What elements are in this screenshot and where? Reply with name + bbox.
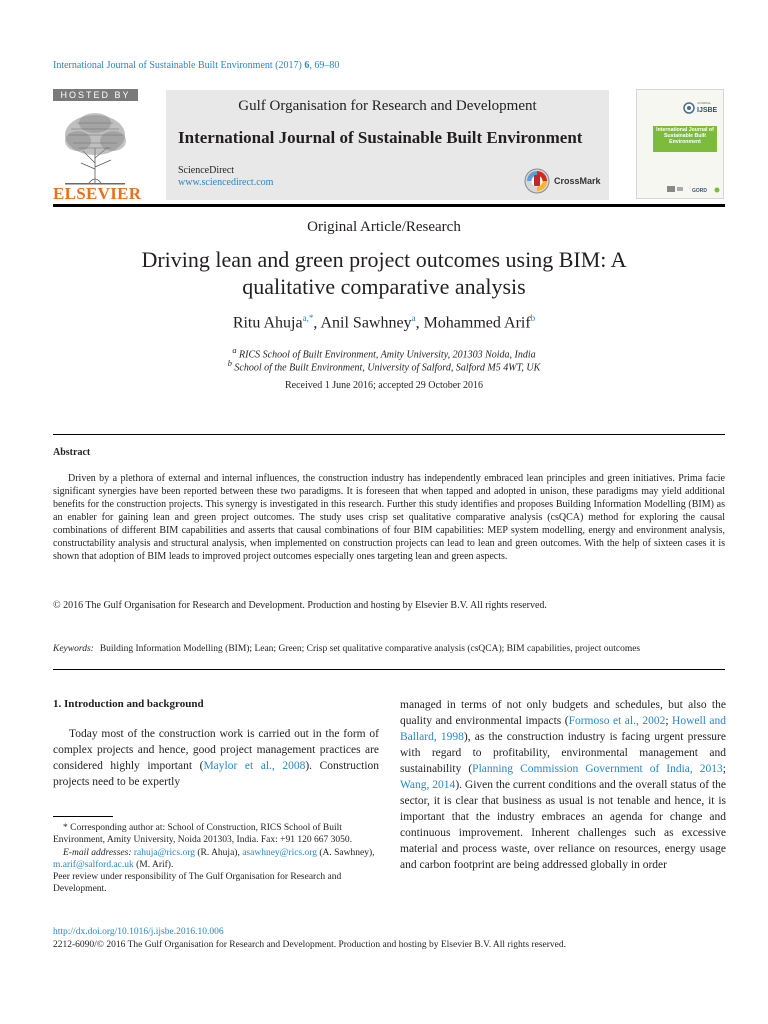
issn-copyright: 2212-6090/© 2016 The Gulf Organisation for Research and Development. Production and hosting by Elsevier B.V. All rights reserved. [53, 940, 567, 950]
journal-ref-pages: , 69–80 [309, 60, 340, 71]
cover-journal-small: JOURNAL [697, 101, 712, 105]
author-list [0, 313, 768, 332]
body-column-left [53, 726, 379, 790]
journal-title: International Journal of Sustainable Built Environment [178, 128, 583, 147]
body-column-right [400, 697, 726, 873]
footnote-rule [53, 816, 113, 817]
doi-link[interactable]: http://dx.doi.org/10.1016/j.ijsbe.2016.10.006 [53, 927, 224, 937]
citation-link[interactable]: Maylor et al., 2008 [203, 760, 306, 772]
affiliation-text: School of the Built Environment, University of Salford, Salford M5 4WT, UK [234, 362, 541, 374]
body-text: ). Given the current conditions and the overall status of the sector, it is clear that business as usual is not tenable and hence, it is important that the industry embraces an agenda for change and continuous improvement. Inherent challenges such as excessive material and process waste, over reliance on resources, energy usage and carbon footprint are being addressed globally in order [400, 779, 726, 871]
email-link[interactable]: asawhney@rics.org [242, 847, 317, 858]
citation-separator: ; [665, 715, 673, 727]
sciencedirect-label: ScienceDirect [178, 165, 235, 176]
keywords-label: Keywords: [53, 644, 94, 654]
email-link[interactable]: rahuja@rics.org [133, 847, 195, 858]
received-dates: Received 1 June 2016; accepted 29 October 2016 [285, 380, 483, 391]
author-separator: , [313, 314, 321, 332]
corresponding-author-note: * Corresponding author at: School of Construction, RICS School of Built Environment, Amity University, Noida 201303, India. Fax: +91 120 667 3050. [53, 823, 352, 846]
crossmark-button[interactable] [524, 168, 604, 194]
author-affiliation-mark[interactable]: a,* [302, 313, 314, 323]
citation-link[interactable]: Howell and Ballard, 1998 [400, 715, 726, 743]
journal-reference[interactable] [53, 60, 339, 71]
journal-cover-image [637, 90, 723, 198]
abstract-heading: Abstract [53, 447, 91, 458]
author-affiliation-mark[interactable]: b [530, 313, 536, 323]
journal-ref-prefix: International Journal of Sustainable Built Environment (2017) [53, 60, 305, 71]
journal-cover-thumbnail[interactable] [636, 89, 724, 199]
email-link[interactable]: m.arif@salford.ac.uk [53, 859, 134, 870]
cover-gord: GORD [692, 188, 707, 194]
header-rule [53, 204, 725, 207]
body-text: ), as the construction industry is facing urgent pressure with regard to profitability, environmental management and sustainability ( [400, 731, 726, 775]
citation-link[interactable]: Formoso et al., 2002 [568, 715, 666, 727]
affiliation-text: RICS School of Built Environment, Amity University, 201303 Noida, India [239, 349, 536, 361]
citation-separator: ; [722, 763, 726, 775]
abstract-bottom-rule [53, 669, 725, 670]
footnotes [53, 822, 379, 896]
affiliation-mark: b [227, 359, 232, 368]
sciencedirect-link[interactable]: www.sciencedirect.com [178, 177, 274, 188]
author-name[interactable]: Ritu Ahuja [232, 314, 303, 332]
hosted-by-label: HOSTED BY [53, 89, 138, 101]
title-line-2: qualitative comparative analysis [242, 274, 526, 299]
author-separator: , [415, 314, 424, 332]
cover-title: International Journal of Sustainable Built Environment [656, 127, 714, 145]
peer-review-note: Peer review under responsibility of The Gulf Organisation for Research and Development. [53, 872, 342, 895]
article-type: Original Article/Research [307, 219, 461, 235]
email-label: E-mail addresses: [63, 847, 134, 858]
keywords-text: Building Information Modelling (BIM); Lean; Green; Crisp set qualitative comparative analysis (csQCA); BIM capabilities, project outcomes [99, 644, 641, 654]
body-text: managed in terms of not only budgets and schedules, but also the quality and environmental impacts ( [400, 699, 726, 727]
abstract-copyright: © 2016 The Gulf Organisation for Research and Development. Production and hosting by Elsevier B.V. All rights reserved. [53, 600, 547, 611]
keywords [53, 644, 725, 654]
author-affiliation-mark[interactable]: a [411, 313, 416, 323]
citation-link[interactable]: Planning Commission Government of India, 2013 [472, 763, 723, 775]
organisation-name: Gulf Organisation for Research and Development [238, 98, 537, 114]
affiliation [0, 359, 768, 373]
abstract-top-rule [53, 434, 725, 435]
email-owner: (A. Sawhney), [317, 847, 375, 858]
citation-link[interactable]: Wang, 2014 [400, 779, 456, 791]
email-owner: (R. Ahuja), [194, 847, 243, 858]
affiliation-mark: a [232, 346, 237, 355]
author-name[interactable]: Mohammed Arif [423, 314, 531, 332]
cover-badge: IJSBE [697, 107, 718, 114]
email-addresses [53, 847, 379, 872]
title-line-1: Driving lean and green project outcomes using BIM: A [141, 247, 627, 272]
email-owner: (M. Arif). [133, 859, 174, 870]
article-title [100, 246, 668, 300]
body-text: ). Construction projects need to be expertly [53, 760, 380, 788]
body-text: Today most of the construction work is carried out in the form of complex projects and hence, good project management practices are considered highly important ( [53, 728, 379, 772]
elsevier-wordmark: ELSEVIER [53, 184, 142, 203]
crossmark-icon [524, 168, 550, 194]
journal-ref-volume: 6 [304, 60, 310, 71]
section-heading: 1. Introduction and background [53, 698, 204, 710]
crossmark-label: CrossMark [554, 176, 601, 186]
abstract-body: Driven by a plethora of external and internal influences, the construction industry has independently embraced lean principles and green initiatives. Prima facie significant synergies have been reported between these two paradigms. It is foreseen that when tapped and adopted in unison, these paradigms may yield additional benefits for the construction projects. This synergy is investigated in this research. Further this study identifies and proposes Building Information Modelling (BIM) as an enabler for gaining lean and green project outcomes. The study uses crisp set qualitative comparative analysis (csQCA) method for exploring the causal combinations of different BIM capabilities and asserts that causal combinations of four BIM capabilities: MEP system modelling, energy and environment analysis, constructability analysis and structural analysis, when implemented on construction projects can lead to lean and green outcomes. With the help of sixteen cases it is shown that adoption of BIM leads to improved project outcomes especially ones targeting lean and green aspects. [53, 473, 725, 562]
author-name[interactable]: Anil Sawhney [320, 314, 412, 332]
